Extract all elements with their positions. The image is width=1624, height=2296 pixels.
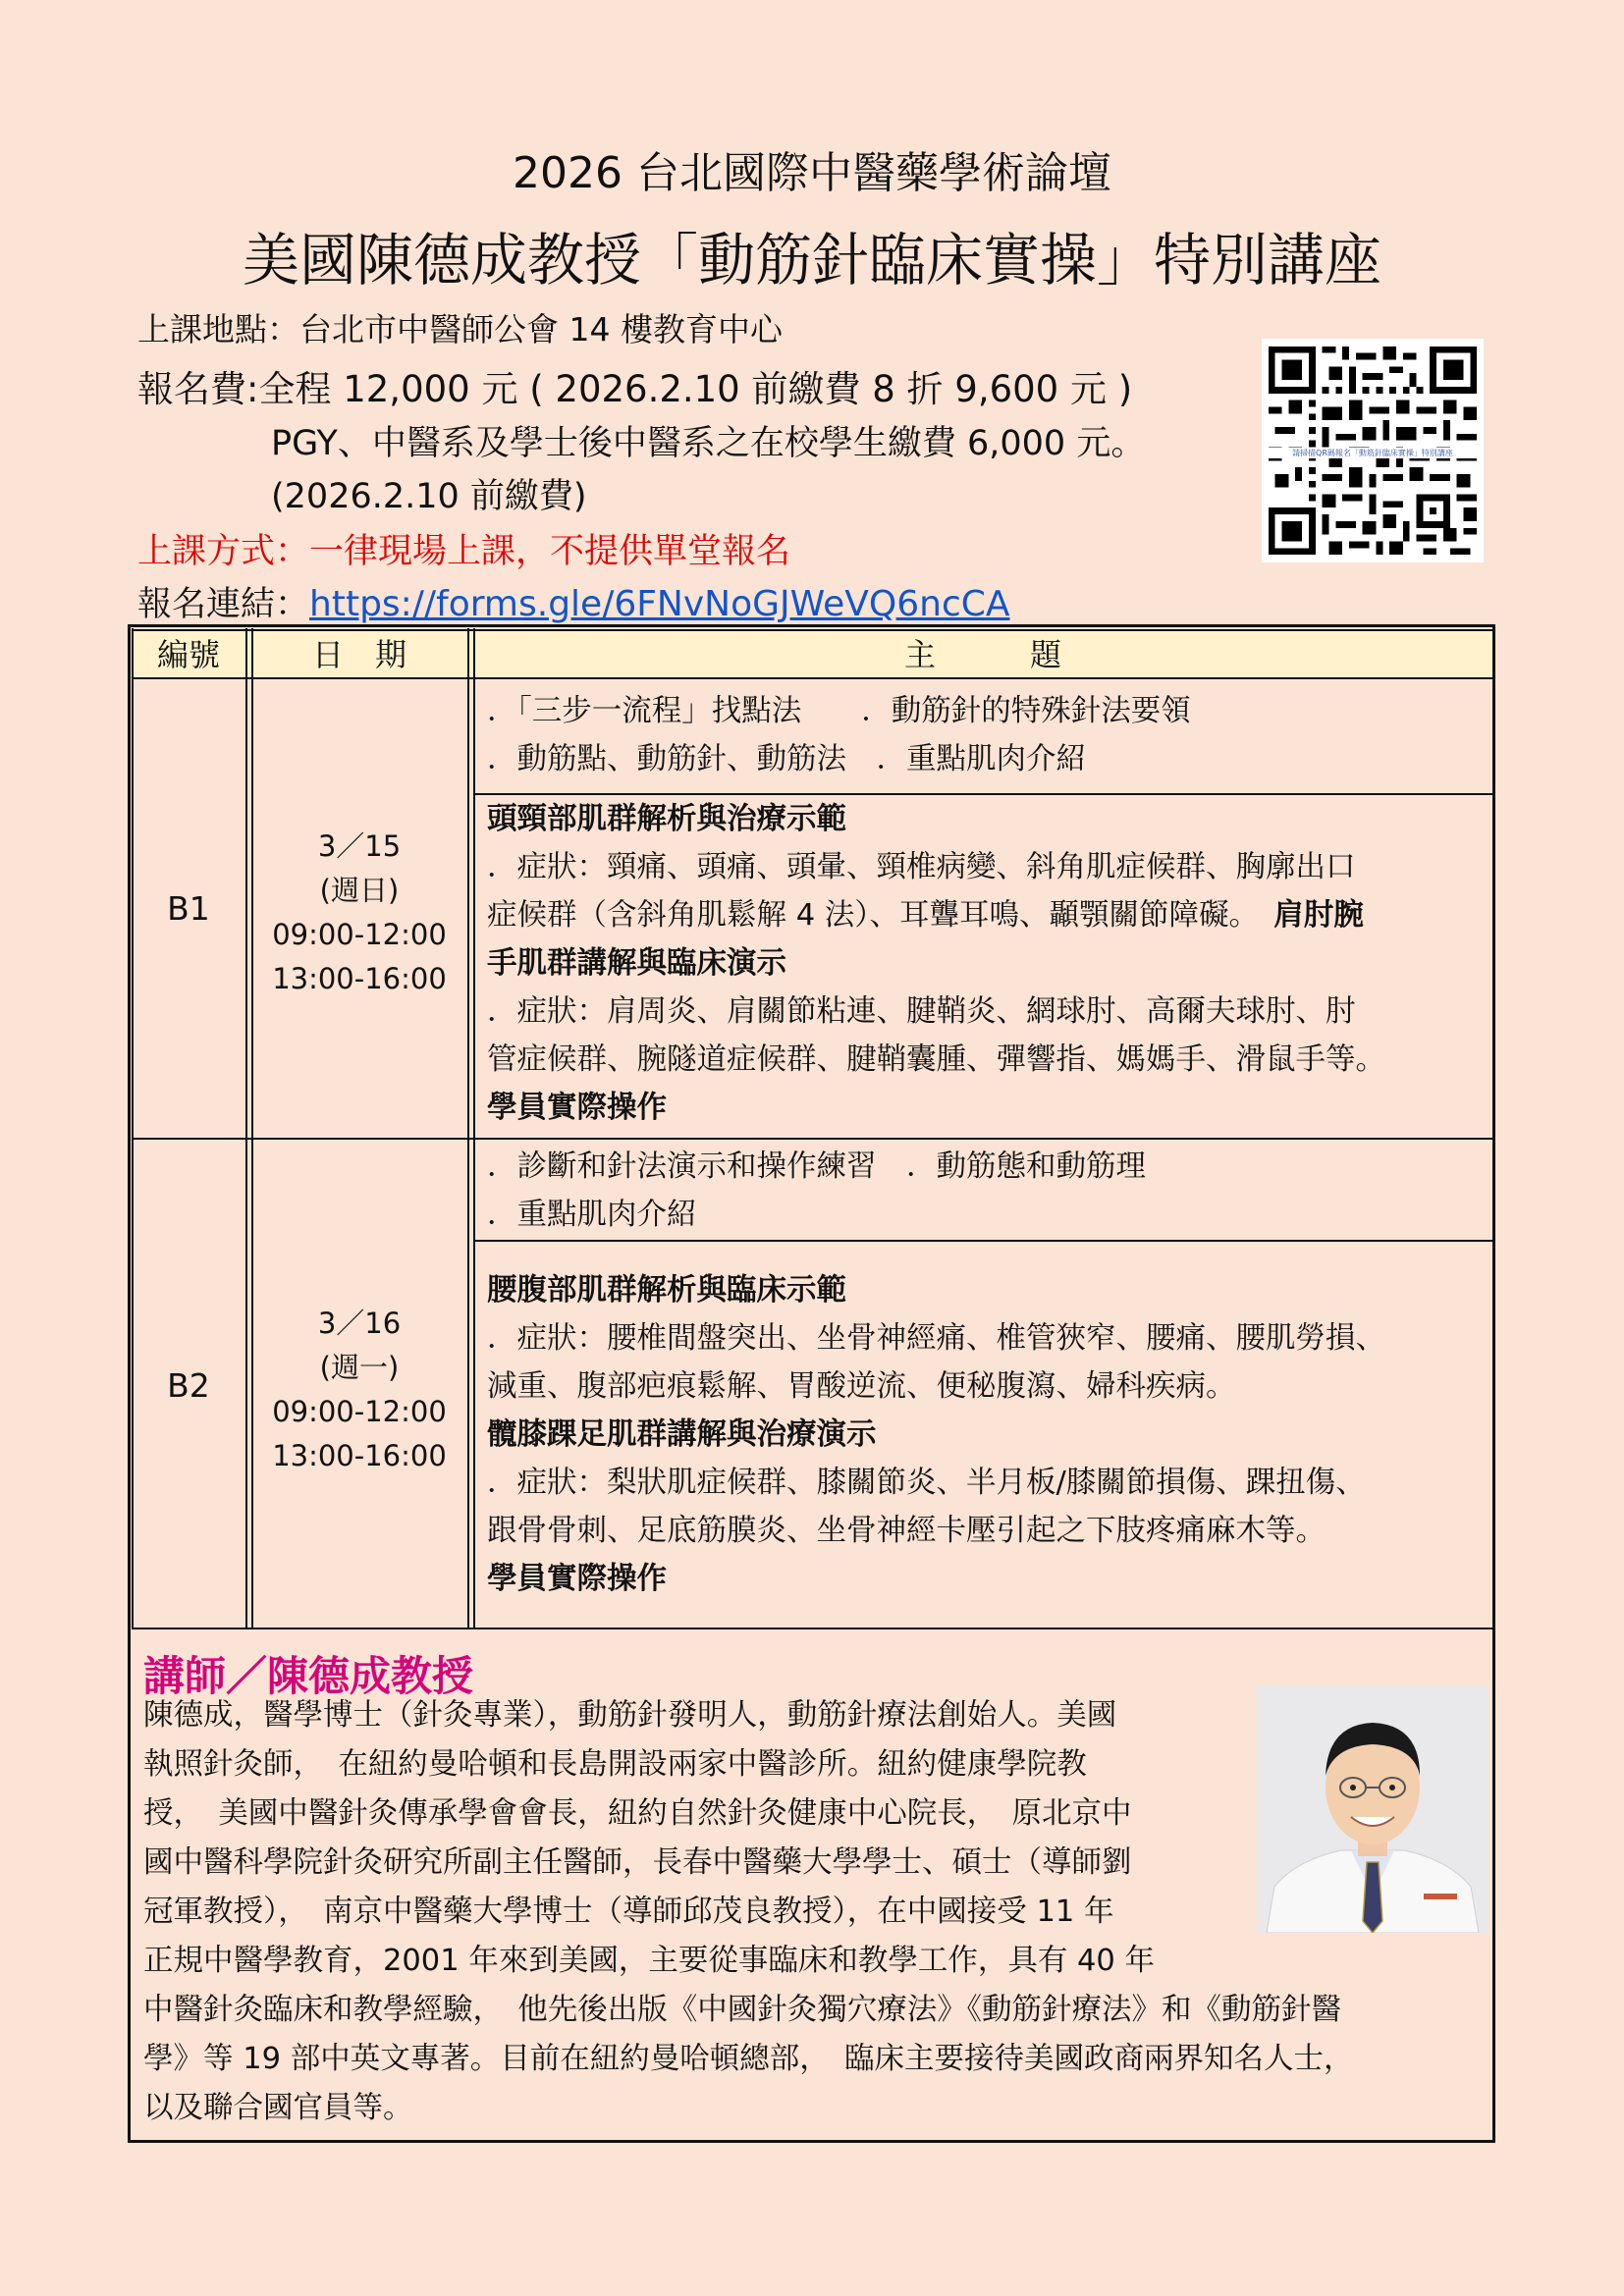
bio-line: 正規中醫學教育，2001 年來到美國，主要從事臨床和教學工作，具有 40 年 [143, 1944, 1156, 1978]
date-day: 3／16 [317, 1307, 402, 1340]
attendance-notice: 上課方式：一律現場上課，不提供單堂報名 [137, 532, 791, 571]
table-border [1492, 628, 1494, 2141]
registration-qr-code[interactable] [1262, 339, 1484, 562]
detail-symptoms: 症候群（含斜角肌鬆解 4 法）、耳聾耳鳴、顳顎關節障礙。 [487, 898, 1244, 933]
date-weekday: (週一) [319, 1351, 400, 1384]
forum-title: 2026 台北國際中醫藥學術論壇 [513, 148, 1111, 198]
table-border [251, 628, 253, 1629]
detail-symptoms: ．症狀：腰椎間盤突出、坐骨神經痛、椎管狹窄、腰痛、腰肌勞損、 [487, 1321, 1385, 1356]
fee-line-2: PGY、中醫系及學士後中醫系之在校學生繳費 6,000 元。 [271, 424, 1146, 463]
registration-link-label: 報名連結： [137, 585, 310, 624]
session-code: B1 [167, 889, 210, 928]
lecture-title: 美國陳德成教授「動筋針臨床實操」特別講座 [242, 227, 1381, 294]
table-border [132, 1138, 1494, 1140]
detail-symptoms: 跟骨骨刺、足底筋膜炎、坐骨神經卡壓引起之下肢疼痛麻木等。 [487, 1514, 1326, 1548]
date-day: 3／15 [317, 829, 402, 863]
header-topic: 主 題 [903, 636, 1061, 673]
table-border [132, 628, 134, 1629]
detail-symptoms: ．症狀：肩周炎、肩關節粘連、腱鞘炎、網球肘、高爾夫球肘、肘 [487, 994, 1356, 1029]
time-morning: 09:00-12:00 [272, 918, 447, 951]
time-afternoon: 13:00-16:00 [272, 1439, 447, 1472]
session-code: B2 [167, 1366, 210, 1405]
table-border [473, 1240, 1494, 1242]
bio-line: 國中醫科學院針灸研究所副主任醫師，長春中醫藥大學學士、碩士（導師劉 [143, 1845, 1132, 1880]
table-border [473, 628, 475, 1629]
bio-line: 冠軍教授）， 南京中醫藥大學博士（導師邱茂良教授），在中國接受 11 年 [143, 1895, 1114, 1929]
bio-line: 學》等 19 部中英文專著。目前在紐約曼哈頓總部， 臨床主要接待美國政商兩界知名人士， [143, 2042, 1354, 2076]
session-overview [487, 1143, 1146, 1239]
instructor-photo [1257, 1685, 1489, 1933]
session-detail [487, 1266, 1385, 1603]
detail-symptoms: 減重、腹部疤痕鬆解、胃酸逆流、便秘腹瀉、婦科疾病。 [487, 1369, 1236, 1404]
bio-line: 以及聯合國官員等。 [143, 2091, 413, 2125]
session-overview [487, 687, 1191, 783]
header-date: 日 期 [311, 636, 406, 673]
overview-line: ．「三步一流程」找點法 ．動筋針的特殊針法要領 [487, 694, 1191, 728]
date-weekday: (週日) [319, 874, 400, 907]
overview-line: ．重點肌肉介紹 [487, 1198, 697, 1232]
bio-line: 中醫針灸臨床和教學經驗， 他先後出版《中國針灸獨穴療法》《動筋針療法》和《動筋針醫 [143, 1993, 1341, 2027]
detail-practice: 學員實際操作 [487, 1091, 667, 1125]
detail-symptoms: ．症狀：頸痛、頭痛、頭暈、頸椎病變、斜角肌症候群、胸廓出口 [487, 850, 1356, 884]
table-border [132, 1628, 1494, 1629]
detail-heading: 髖膝踝足肌群講解與治療演示 [487, 1417, 877, 1452]
location-text: 上課地點：台北市中醫師公會 14 樓教育中心 [137, 310, 783, 348]
time-morning: 09:00-12:00 [272, 1395, 447, 1428]
session-date [253, 1302, 465, 1478]
fee-line-3: (2026.2.10 前繳費) [271, 477, 587, 516]
bio-line: 授， 美國中醫針灸傳承學會會長，紐約自然針灸健康中心院長， 原北京中 [143, 1796, 1132, 1831]
bio-line: 執照針灸師， 在紐約曼哈頓和長島開設兩家中醫診所。紐約健康學院教 [143, 1747, 1087, 1782]
session-detail [487, 795, 1385, 1132]
bio-line: 陳德成，醫學博士（針灸專業），動筋針發明人，動筋針療法創始人。美國 [143, 1698, 1117, 1733]
detail-practice: 學員實際操作 [487, 1562, 667, 1596]
detail-heading: 腰腹部肌群解析與臨床示範 [487, 1273, 846, 1308]
qr-caption: 請掃描QR碼報名「動筋針臨床實操」特別講座 [1262, 448, 1484, 458]
registration-link[interactable]: https://forms.gle/6FNvNoGJWeVQ6ncCA [309, 584, 1010, 624]
fee-line-1: 報名費:全程 12,000 元 ( 2026.2.10 前繳費 8 折 9,600 元 ) [137, 368, 1133, 410]
header-code: 編號 [156, 636, 220, 673]
table-border [467, 628, 469, 1629]
detail-heading: 肩肘腕 [1273, 898, 1364, 933]
detail-symptoms: 管症候群、腕隧道症候群、腱鞘囊腫、彈響指、媽媽手、滑鼠手等。 [487, 1042, 1385, 1077]
registration-link-row [137, 577, 1010, 626]
detail-symptoms: ．症狀：梨狀肌症候群、膝關節炎、半月板/膝關節損傷、踝扭傷、 [487, 1466, 1366, 1500]
detail-heading: 手肌群講解與臨床演示 [487, 946, 786, 981]
session-date [253, 825, 465, 1001]
overview-line: ．診斷和針法演示和操作練習 ．動筋態和動筋理 [487, 1149, 1146, 1184]
table-border [245, 628, 247, 1629]
overview-line: ．動筋點、動筋針、動筋法 ．重點肌肉介紹 [487, 742, 1086, 776]
instructor-portrait-image [1257, 1685, 1489, 1933]
instructor-title: 講師／陳德成教授 [143, 1652, 474, 1700]
time-afternoon: 13:00-16:00 [272, 962, 447, 995]
detail-heading: 頭頸部肌群解析與治療示範 [487, 802, 846, 836]
